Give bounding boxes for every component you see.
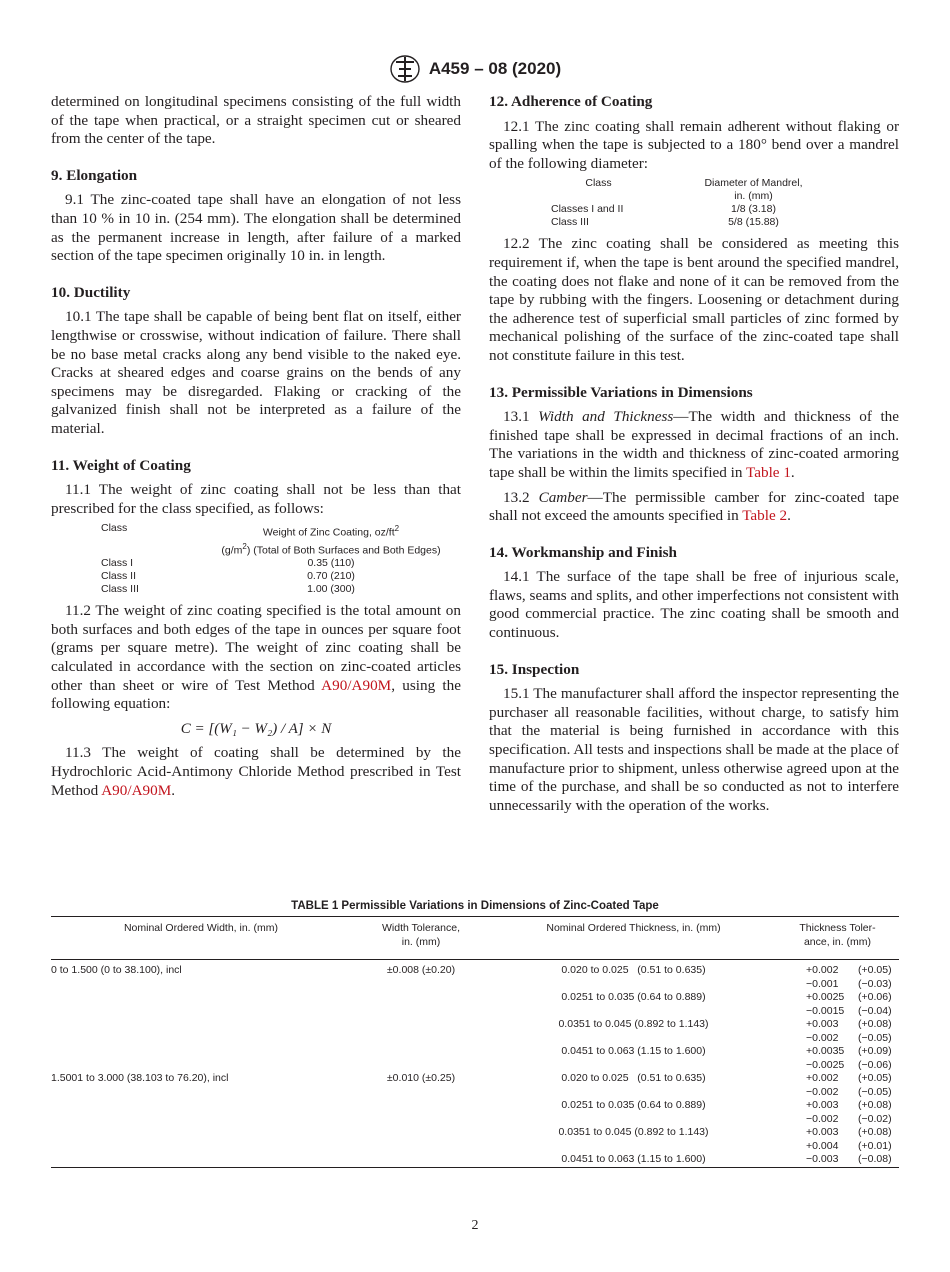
table-1 [51,900,899,1168]
section-12-heading: 12. Adherence of Coating [489,93,653,110]
table-row: 1.5001 to 3.000 (38.103 to 76.20), incl ±0.010 (±0.25) 0.020 to 0.025 (0.51 to 0.635) +0.002 (+0.05) −0.002 (−0.05) [51,1072,892,1098]
coating-table-col-weight: Weight of Zinc Coating, $oz/ft^2$ $(g/m^2)$ (Total of Both Surfaces and Both Edges) [221,524,441,557]
table-row: Class II 0.70 (210) [101,570,355,583]
table-row: 0.0451 to 0.063 (1.15 to 1.600) −0.003 (−0.08) [51,1153,899,1167]
header-nominal-width: Nominal Ordered Width, in. (mm) [51,917,351,960]
mandrel-table-col-class: Class [585,177,612,190]
continued-paragraph: determined on longitudinal specimens consisting of the full width of the tape when practical, or a straight specimen cut or sheared from the center of the tape. [51,93,461,148]
table-1-link[interactable]: Table 1 [746,463,791,481]
section-9-heading: 9. Elongation [51,166,138,184]
page-header [0,52,950,86]
table-row: 0.0351 to 0.045 (0.892 to 1.143) +0.003 (+0.08) +0.004 (+0.01) [558,1126,892,1152]
coating-weight-table [101,522,461,596]
paragraph-14-1: 14.1 The surface of the tape shall be free of injurious scale, flaws, seams and splits, and other imperfections not consistent with good commercial practice. The zinc coating shall be smooth and continuous. [489,568,899,642]
a90-link[interactable]: A90/A90M [101,781,172,799]
section-15-heading: 15. Inspection [489,660,580,678]
table-row: Class III 1.00 (300) [101,583,355,596]
table-row: Classes I and II 1/8 (3.18) [551,203,776,216]
paragraph-9-1: 9.1 The zinc-coated tape shall have an elongation of not less than 10 % in 10 in. (254 mm). The elongation shall be determined as the permanent increase in length, after failure of a marked section of the tape specimen originally 10 in. in length. [51,191,461,265]
section-11-heading: 11. Weight of Coating [51,456,191,474]
page-number: 2 [471,1218,479,1233]
paragraph-12-1: 12.1 The zinc coating shall remain adherent without flaking or spalling when the tape is subjected to a 180° bend over a mandrel of the following diameter: [489,117,899,172]
paragraph-15-1: 15.1 The manufacturer shall afford the inspector representing the purchaser all reasonable facilities, without charge, to satisfy him that the material is being furnished in accordance with this specification. All tests and inspections shall be made at the place of manufacture prior to shipment, unless otherwise agreed upon at the time of the purchase, and shall be so conducted as not to interfere unnecessarily with the operation of the works. [489,685,899,814]
mandrel-diameter-table [551,177,861,229]
document-designation: A459 – 08 (2020) [428,59,562,78]
paragraph-12-2: 12.2 The zinc coating shall be considered as meeting this requirement if, when the tape is bent around the specified mandrel, the coating does not flake and none of it can be removed from the tape by rubbing with the fingers. Loosening or detachment during the adherence test of superficial small particles of zinc formed by mechanical polishing of the surface of the zinc-coated tape shall not constitute failure in this test. [489,235,899,364]
table-row: 0.0351 to 0.045 (0.892 to 1.143) +0.003 (+0.08) −0.002 (−0.05) [558,1018,892,1044]
paragraph-11-3: 11.3 The weight of coating shall be determined by the Hydrochloric Acid-Antimony Chloride Method prescribed in Test Method A90/A90M. [51,744,461,799]
mandrel-table-col-diameter: Diameter of Mandrel, in. (mm) [704,177,803,203]
a90-link[interactable]: A90/A90M [321,676,392,694]
header-thickness-tolerance: Thickness Toler- ance, in. (mm) [776,917,899,960]
coating-table-col-class: Class [101,522,128,535]
header-width-tolerance: Width Tolerance, in. (mm) [351,917,491,960]
table-1-caption: TABLE 1 Permissible Variations in Dimensions of Zinc-Coated Tape [291,900,659,912]
table-row: 0 to 1.500 (0 to 38.100), incl ±0.008 (±0.20) 0.020 to 0.025 (0.51 to 0.635) +0.002 (+0.05) −0.001 (−0.03) [51,964,892,990]
table-row: 0.0451 to 0.063 (1.15 to 1.600) +0.0035 (+0.09) −0.0025 (−0.06) [561,1045,892,1071]
left-column [51,93,461,800]
paragraph-11-1: 11.1 The weight of zinc coating shall not be less than that prescribed for the class specified, as follows: [51,481,461,517]
astm-logo-icon [389,54,421,84]
table-2-link[interactable]: Table 2 [742,507,788,525]
coating-weight-equation: C = [(W₁ − W₂) / A] × N [180,720,332,737]
paragraph-10-1: 10.1 The tape shall be capable of being bent flat on itself, either lengthwise or crosswise, without indication of failure. There shall be no base metal cracks along any bend visible to the naked eye. Cracks at sheared edges and coarse grains on the bends of any specimens may be disregarded. Flaking or cracking of the galvanized finish shall not be interpreted as a failure of the material. [51,308,461,437]
dimension-variation-table [51,916,899,1168]
paragraph-11-2: 11.2 The weight of zinc coating specified is the total amount on both surfaces and both edges of the tape in ounces per square foot (grams per square metre). The weight of zinc coating shall be calculated in accordance with the section on zinc-coated articles other than sheet or wire of Test Method A90/A90M, using the following equation: [51,602,461,713]
table-row: 0.0251 to 0.035 (0.64 to 0.889) +0.003 (+0.08) −0.002 (−0.02) [561,1099,892,1125]
table-row: 0.0251 to 0.035 (0.64 to 0.889) +0.0025 (+0.06) −0.0015 (−0.04) [561,991,892,1017]
section-13-heading: 13. Permissible Variations in Dimensions [489,383,753,401]
section-14-heading: 14. Workmanship and Finish [489,543,677,561]
header-nominal-thickness: Nominal Ordered Thickness, in. (mm) [491,917,776,960]
right-column [489,93,899,815]
table-row: Class III 5/8 (15.88) [551,216,779,229]
section-10-heading: 10. Ductility [51,283,131,301]
table-row: Class I 0.35 (110) [101,557,355,570]
paragraph-13-1: 13.1 Width and Thickness—The width and thickness of the finished tape shall be expressed in decimal fractions of an inch. The variations in the width and thickness of zinc-coated armoring tape shall be within the limits specified in Table 1. [489,408,899,481]
paragraph-13-2: 13.2 Camber—The permissible camber for zinc-coated tape shall not exceed the amounts specified in Table 2. [489,488,899,525]
